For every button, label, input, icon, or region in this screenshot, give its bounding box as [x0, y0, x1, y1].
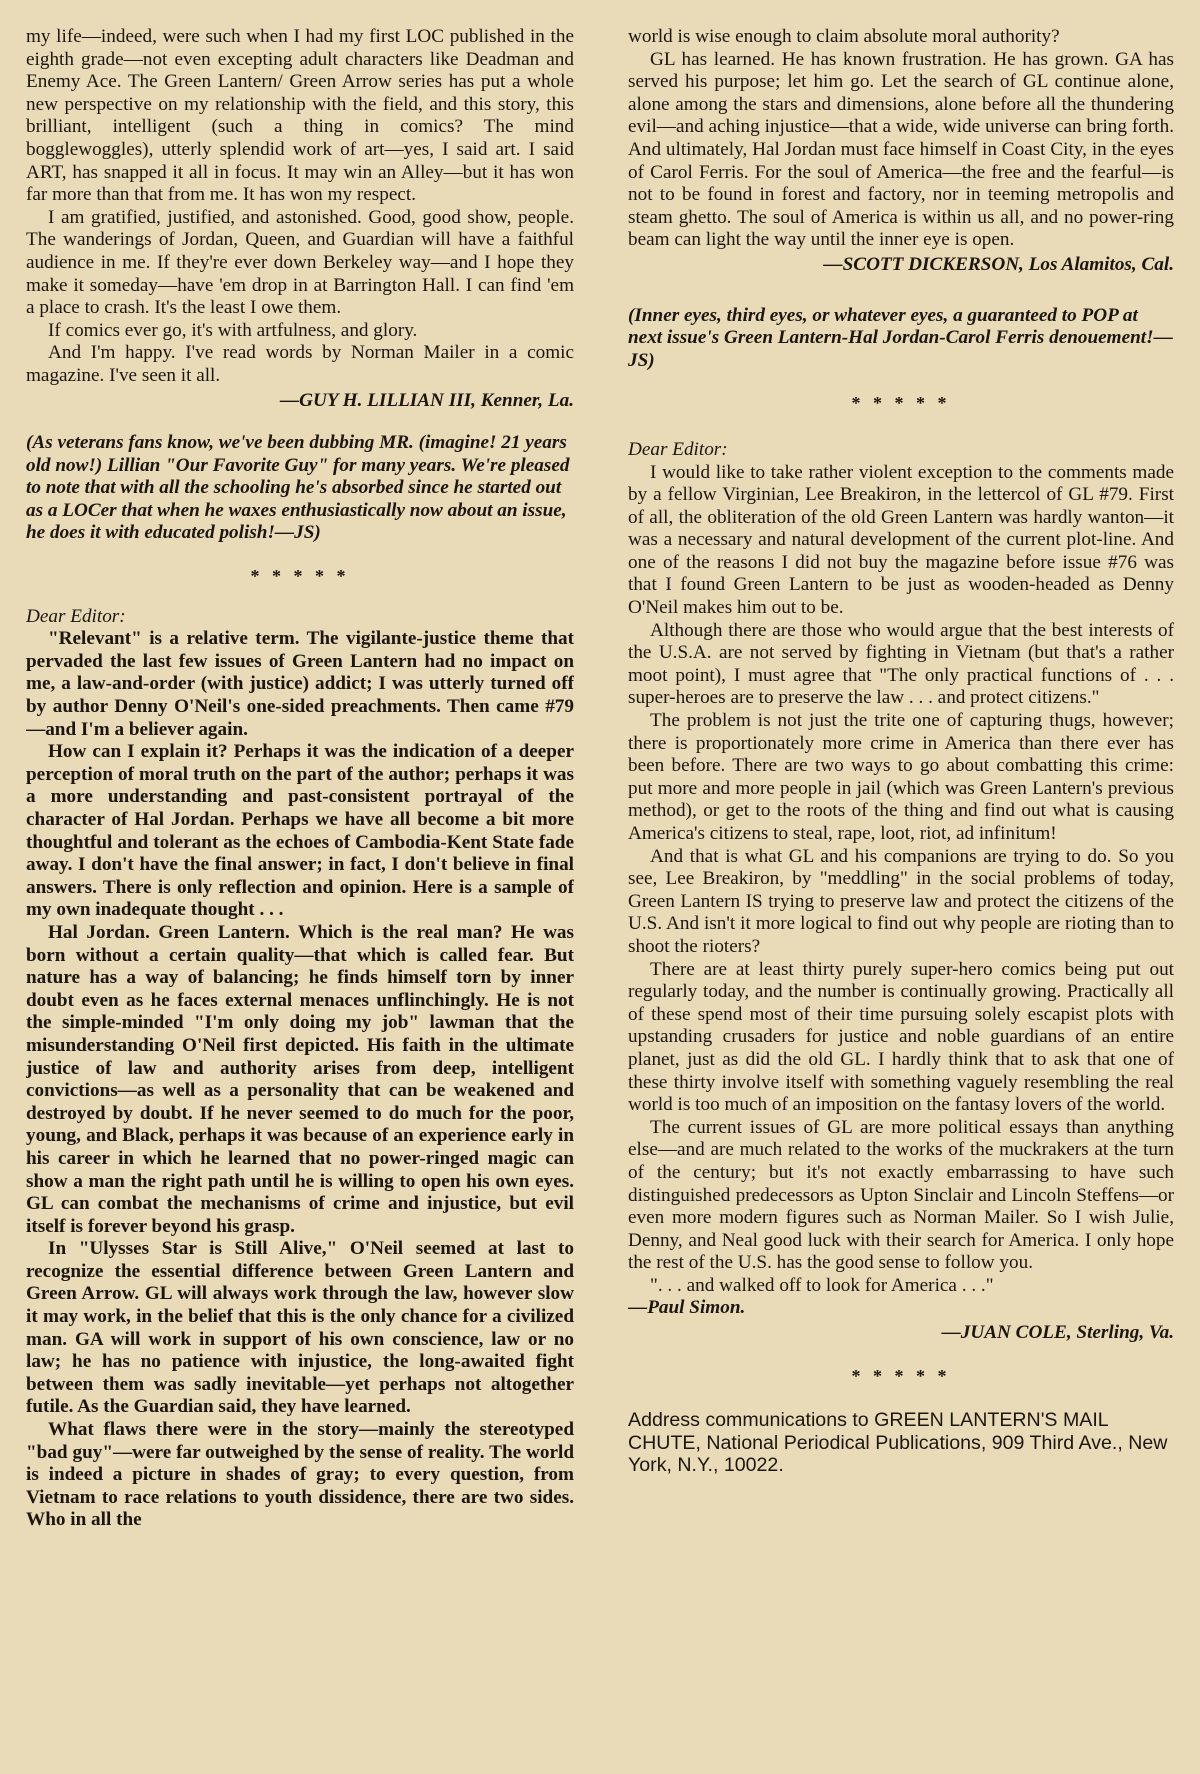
editor-note-2: (Inner eyes, third eyes, or whatever eyes, a guaranteed to POP at next issue's Green Lantern-Hal Jordan-Carol Ferris denouement!—JS) [628, 304, 1173, 371]
section-divider-stars: * * * * * [851, 1365, 951, 1386]
mailing-address: Address communications to GREEN LANTERN'S MAIL CHUTE, National Periodical Publications, 909 Third Ave., New York, N.Y., 10022. [628, 1409, 1168, 1477]
two-column-layout [26, 26, 1174, 1774]
letter-3-paragraph: And that is what GL and his companions are trying to do. So you see, Lee Breakiron, by "meddling" in the social problems of today, Green Lantern IS trying to preserve law and protect the citizens of the U.S. And isn't it more logical to find out why people are rioting than to shoot the rioters? [628, 845, 1174, 957]
letter-2-paragraph: GL has learned. He has known frustration. He has grown. GA has served his purpose; let him go. Let the search of GL continue alone, alone among the stars and dimensions, alone before all the thundering evil—and aching injustice—that a wide, wide universe can bring forth. And ultimately, Hal Jordan must face himself in Coast City, in the eyes of Carol Ferris. For the soul of America—the free and the fearful—is not to be found in forest and factory, nor in teeming metropolis and steam ghetto. The soul of America is within us all, and no power-ring beam can light the way until the inner eye is open. [628, 48, 1174, 251]
letter-3-paragraph: The current issues of GL are more political essays than anything else—and are much related to the works of the muckrakers at the turn of the century; but it's not exactly embarrassing to have such distinguished predecessors as Upton Sinclair and Lincoln Steffens—or even more modern figures such as Norman Mailer. So I wish Julie, Denny, and Neal good luck with their search for America. I only hope the rest of the U.S. has the good sense to follow you. [628, 1116, 1174, 1274]
letter-2-salutation: Dear Editor: [26, 605, 126, 627]
right-column [628, 26, 1174, 1774]
letter-3-salutation: Dear Editor: [628, 438, 728, 460]
letter-2-paragraph: "Relevant" is a relative term. The vigilante-justice theme that pervaded the last few issues of Green Lantern had no impact on me, a law-and-order (with justice) addict; I was utterly turned off by author Denny O'Neil's one-sided preachments. Then came #79—and I'm a believer again. [26, 628, 574, 740]
section-divider-stars: * * * * * [851, 393, 951, 414]
section-divider-stars: * * * * * [250, 566, 350, 587]
letter-3-signature: —JUAN COLE, Sterling, Va. [941, 1322, 1174, 1344]
letter-2-paragraph: world is wise enough to claim absolute moral authority? [628, 26, 1060, 47]
letter-2-paragraph: In "Ulysses Star is Still Alive," O'Neil seemed at last to recognize the essential difference between Green Lantern and Green Arrow. GL will always work through the law, however slow it may work, in the belief that this is the only chance for a civilized man. GA will work in support of his own conscience, law or no law; he has no patience with injustice, the long-awaited fight between them was sadly inevitable—yet perhaps not altogether futile. As the Guardian said, they have learned. [26, 1238, 574, 1418]
letter-1-paragraph: I am gratified, justified, and astonished. Good, good show, people. The wanderings of Jordan, Queen, and Guardian will have a faithful audience in me. If they're ever down Berkeley way—and I hope they make it someday—have 'em drop in at Barrington Hall. I can find 'em a place to crash. It's the least I owe them. [26, 206, 574, 319]
letter-2-paragraph: What flaws there were in the story—mainly the stereotyped "bad guy"—were far outweighed by the sense of reality. The world is indeed a picture in shades of gray; to every question, from Vietnam to race relations to youth dissidence, there are two sides. Who in all the [26, 1419, 574, 1531]
letter-1-paragraph: If comics ever go, it's with artfulness, and glory. [48, 319, 418, 341]
letter-2-paragraph: How can I explain it? Perhaps it was the indication of a deeper perception of moral truth on the part of the author; perhaps it was a more understanding and past-consistent portrayal of the character of Hal Jordan. Perhaps we have all become a bit more thoughtful and tolerant as the echoes of Cambodia-Kent State fade away. I don't have the final answer; in fact, I don't believe in final answers. There is only reflection and opinion. Here is a sample of my own inadequate thought . . . [26, 741, 574, 921]
letter-1-paragraph: my life—indeed, were such when I had my first LOC published in the eighth grade—not even excepting adult characters like Deadman and Enemy Ace. The Green Lantern/ Green Arrow series has put a whole new perspective on my relationship with the field, and this story, this brilliant, intelligent (such a thing in comics? The mind bogglewoggles), utterly splendid work of art—yes, I said art. I said ART, has snapped it all in focus. It may win an Alley—but it has won far more than that from me. It has won my respect. [26, 26, 574, 206]
letter-1-signature: —GUY H. LILLIAN III, Kenner, La. [279, 389, 574, 411]
letter-3-paragraph: The problem is not just the trite one of capturing thugs, however; there is proportionately more crime in America than there ever has been before. There are two ways to go about combatting this crime: put more and more people in jail (which was Green Lantern's previous method), or get to the roots of the thing and find out what is causing America's citizens to steal, rape, loot, riot, ad infinitum! [628, 710, 1174, 844]
letter-3-paragraph: I would like to take rather violent exception to the comments made by a fellow Virginian, Lee Breakiron, in the lettercol of GL #79. First of all, the obliteration of the old Green Lantern was hardly wanton—it was a necessary and natural development of the current plot-line. And one of the reasons I did not buy the magazine before issue #76 was that I found Green Lantern to be just as wooden-headed as Denny O'Neil makes him out to be. [628, 461, 1174, 619]
letter-3-quote: ". . . and walked off to look for America . . ." [650, 1274, 994, 1296]
letter-3-paragraph: There are at least thirty purely super-hero comics being put out regularly today, and the number is continually growing. Practically all of these spend most of their time pursuing solely escapist plots with upstanding crusaders for justice and noble guardians of an entire planet, just as did the old GL. I hardly think that to ask that one of these thirty involve itself with something vaguely resembling the real world is too much of an imposition on the fantasy lovers of the world. [628, 958, 1174, 1116]
letter-3-paragraph: Although there are those who would argue that the best interests of the U.S.A. are not served by fighting in Vietnam (but that's a rather moot point), I must agree that "The only practical functions of . . . super-heroes are to preserve the law . . . and protect citizens." [628, 619, 1174, 709]
editor-note-1: (As veterans fans know, we've been dubbing MR. (imagine! 21 years old now!) Lillian "Our Favorite Guy" for many years. We're pleased to note that with all the schooling he's absorbed since he started out as a LOCer that when he waxes enthusiastically now about an issue, he does it with educated polish!—JS) [26, 432, 570, 544]
letter-2-signature: —SCOTT DICKERSON, Los Alamitos, Cal. [823, 253, 1174, 275]
left-column [26, 26, 574, 1774]
letter-2-paragraph: Hal Jordan. Green Lantern. Which is the real man? He was born without a certain quality—that which is called fear. But nature has a way of balancing; he finds himself torn by inner doubt even as he faces external menaces unflinchingly. He is not the simple-minded "I'm only doing my job" lawman that the misunderstanding O'Neil first depicted. His faith in the ultimate justice of law and authority arises from deep, intelligent convictions—as well as a personality that can be weakened and destroyed by doubt. If he never seemed to do much for the poor, young, and Black, perhaps it was because of an experience early in his career in which he learned that no power-ringed magic can show a man the right path until he is willing to open his own eyes. GL can combat the mechanisms of crime and injustice, but evil itself is forever beyond his grasp. [26, 921, 574, 1237]
letter-1-paragraph: And I'm happy. I've read words by Norman Mailer in a comic magazine. I've seen it all. [26, 342, 574, 386]
letter-3-quote-attribution: —Paul Simon. [628, 1297, 746, 1319]
